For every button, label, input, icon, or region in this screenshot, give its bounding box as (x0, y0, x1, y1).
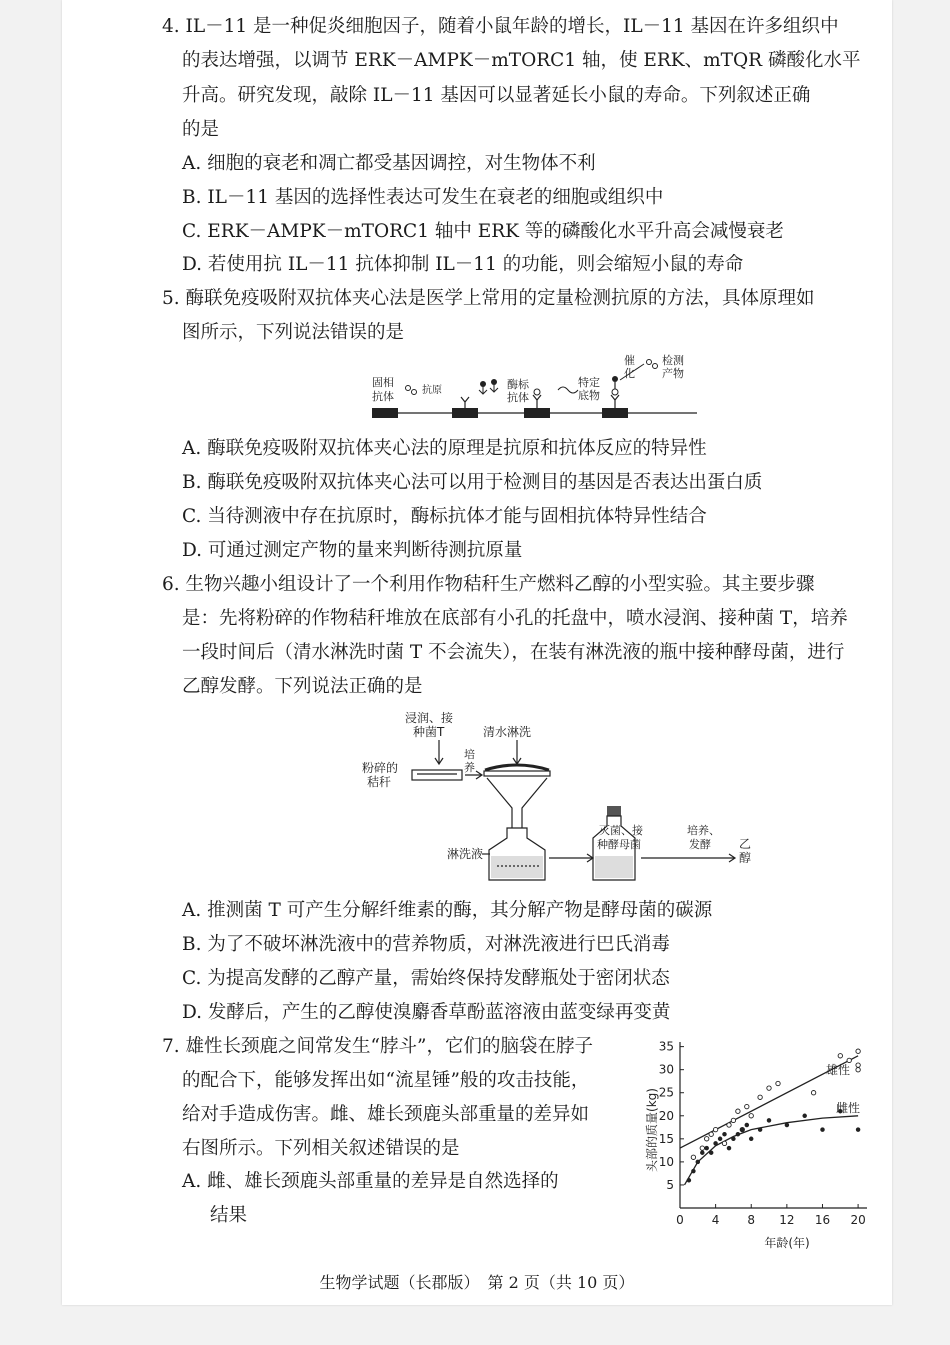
y-tick-label: 30 (658, 1062, 674, 1077)
female-data-point (714, 1142, 718, 1146)
q5-line-2: 图所示，下列说法错误的是 (182, 322, 405, 343)
q6-line-1: 6. 生物兴趣小组设计了一个利用作物秸秆生产燃料乙醇的小型实验。其主要步骤 (162, 574, 815, 595)
sterilize-label-2: 种酵母菌 (597, 838, 641, 851)
q5-option-a: A. 酶联免疫吸附双抗体夹心法的原理是抗原和抗体反应的特异性 (182, 438, 707, 459)
female-data-point (785, 1123, 789, 1127)
q7-line-2: 的配合下，能够发挥出如“流星锤”般的攻击技能， (182, 1070, 590, 1091)
q6-line-2: 是：先将粉碎的作物秸秆堆放在底部有小孔的托盘中，喷水浸润、接种菌 T，培养 (182, 608, 848, 629)
male-data-point (856, 1063, 860, 1067)
x-tick-label: 12 (779, 1213, 795, 1227)
female-data-point (732, 1137, 736, 1141)
soak-label-1: 浸润、接 (405, 711, 454, 725)
male-data-point (767, 1086, 771, 1090)
legend-female: 雌性 (836, 1101, 861, 1115)
male-data-point (838, 1054, 842, 1058)
q6-option-d: D. 发酵后，产生的乙醇使溴麝香草酚蓝溶液由蓝变绿再变黄 (182, 1002, 671, 1023)
culture-label-2: 养 (464, 761, 475, 774)
female-data-point (701, 1151, 705, 1155)
eluate-label: 淋洗液 (447, 847, 484, 861)
solid-plate-3 (524, 408, 550, 418)
female-data-point (745, 1123, 749, 1127)
q4-option-a: A. 细胞的衰老和凋亡都受基因调控，对生物体不利 (182, 153, 596, 174)
x-tick-label: 16 (814, 1213, 831, 1227)
substrate-label-1: 特定 (578, 376, 600, 389)
male-data-point (736, 1109, 740, 1113)
x-tick-label: 8 (747, 1213, 756, 1227)
q5-option-b: B. 酶联免疫吸附双抗体夹心法可以用于检测目的基因是否表达出蛋白质 (182, 472, 763, 493)
enzyme-antibody-label-2: 抗体 (507, 391, 529, 404)
ferment-label-1: 培养、 (687, 824, 720, 837)
culture-label-1: 培 (464, 748, 475, 761)
rinse-label: 清水淋洗 (483, 725, 532, 739)
enzyme-antibody-label-1: 酶标 (507, 378, 529, 391)
female-data-point (749, 1137, 753, 1141)
male-data-point (749, 1114, 753, 1118)
male-data-point (705, 1137, 709, 1141)
catalysis-label-2: 化 (624, 367, 635, 380)
exam-page (62, 0, 892, 1305)
page-footer: 生物学试题（长郡版） 第 2 页（共 10 页） (319, 1273, 635, 1292)
y-tick-label: 15 (658, 1131, 674, 1146)
x-tick-label: 20 (850, 1213, 866, 1227)
male-data-point (758, 1095, 762, 1099)
male-data-point (713, 1127, 717, 1131)
q4-option-c: C. ERK－AMPK－mTORC1 轴中 ERK 等的磷酸化水平升高会减慢衰老 (182, 221, 784, 242)
solid-antibody-label-2: 抗体 (372, 390, 394, 403)
female-data-point (687, 1179, 691, 1183)
x-tick-label: 0 (676, 1213, 684, 1227)
solid-plate-1 (372, 408, 398, 418)
substrate-label-2: 底物 (578, 389, 600, 402)
q7-option-a: A. 雌、雄长颈鹿头部重量的差异是自然选择的 (182, 1171, 559, 1192)
male-data-point (722, 1141, 726, 1145)
straw-label-1: 粉碎的 (362, 761, 399, 775)
male-data-point (731, 1118, 735, 1122)
q4-line-3: 升高。研究发现，敲除 IL－11 基因可以显著延长小鼠的寿命。下列叙述正确 (182, 85, 811, 106)
female-data-point (767, 1119, 771, 1123)
q6-option-a: A. 推测菌 T 可产生分解纤维素的酶，其分解产物是酵母菌的碳源 (182, 900, 713, 921)
legend-male: 雄性 (826, 1063, 851, 1077)
y-tick-label: 20 (658, 1108, 674, 1123)
male-data-point (691, 1155, 695, 1159)
q6-line-4: 乙醇发酵。下列说法正确的是 (182, 676, 423, 697)
product-label-2: 产物 (662, 367, 684, 380)
female-data-point (821, 1128, 825, 1132)
male-data-point (709, 1132, 713, 1136)
y-tick-label: 5 (666, 1177, 674, 1192)
trend-line-female (685, 1116, 859, 1185)
q7-line-3: 给对手造成伤害。雌、雄长颈鹿头部重量的差异如 (182, 1104, 590, 1125)
female-data-point (758, 1128, 762, 1132)
q5-option-d: D. 可通过测定产物的量来判断待测抗原量 (182, 540, 523, 561)
q4-option-b: B. IL－11 基因的选择性表达可发生在衰老的细胞或组织中 (182, 187, 664, 208)
q7-line-4: 右图所示。下列相关叙述错误的是 (182, 1138, 460, 1159)
y-tick-label: 10 (658, 1154, 674, 1169)
female-data-point (856, 1128, 860, 1132)
ethanol-label-1: 乙 (739, 837, 752, 851)
y-tick-label: 35 (658, 1039, 674, 1054)
male-data-point (776, 1081, 780, 1085)
q4-option-d: D. 若使用抗 IL－11 抗体抑制 IL－11 的功能，则会缩短小鼠的寿命 (182, 254, 744, 275)
female-data-point (718, 1137, 722, 1141)
female-data-point (736, 1132, 740, 1136)
q6-line-3: 一段时间后（清水淋洗时菌 T 不会流失），在装有淋洗液的瓶中接种酵母菌，进行 (182, 642, 845, 663)
female-data-point (692, 1169, 696, 1173)
female-data-point (705, 1146, 709, 1150)
straw-label-2: 秸秆 (367, 775, 392, 789)
antigen-label: 抗原 (422, 385, 442, 396)
ethanol-label-2: 醇 (739, 851, 752, 865)
q4-line-1: 4. IL－11 是一种促炎细胞因子，随着小鼠年龄的增长，IL－11 基因在许多组织中 (162, 16, 839, 37)
q5-option-c: C. 当待测液中存在抗原时，酶标抗体才能与固相抗体特异性结合 (182, 506, 707, 527)
male-data-point (856, 1049, 860, 1053)
catalysis-label-1: 催 (624, 354, 635, 367)
female-data-point (709, 1151, 713, 1155)
q4-line-4: 的是 (182, 119, 220, 140)
female-data-point (723, 1132, 727, 1136)
male-data-point (700, 1146, 704, 1150)
q7-line-1: 7. 雄性长颈鹿之间常发生“脖斗”，它们的脑袋在脖子 (162, 1036, 593, 1057)
q7-option-a-cont: 结果 (210, 1205, 248, 1226)
chart-xlabel: 年龄(年) (764, 1236, 810, 1250)
male-data-point (745, 1104, 749, 1108)
y-tick-label: 25 (658, 1085, 674, 1100)
solid-plate-4 (602, 408, 628, 418)
elisa-diagram (362, 350, 702, 424)
q4-line-2: 的表达增强，以调节 ERK－AMPK－mTORC1 轴，使 ERK、mTQR 磷酸化水平 (182, 50, 861, 71)
ferment-label-2: 发酵 (689, 838, 711, 851)
female-data-point (727, 1146, 731, 1150)
male-data-point (856, 1068, 860, 1072)
soak-label-2: 种菌T (413, 725, 445, 739)
solid-antibody-label-1: 固相 (372, 376, 394, 389)
solid-plate-2 (452, 408, 478, 418)
giraffe-head-chart (622, 1030, 887, 1260)
x-tick-label: 4 (711, 1213, 720, 1227)
female-data-point (803, 1114, 807, 1118)
chart-ylabel: 头部的质量(kg) (645, 1088, 659, 1172)
q6-option-b: B. 为了不破坏淋洗液中的营养物质，对淋洗液进行巴氏消毒 (182, 934, 670, 955)
q5-line-1: 5. 酶联免疫吸附双抗体夹心法是医学上常用的定量检测抗原的方法，具体原理如 (162, 288, 815, 309)
product-label-1: 检测 (662, 354, 684, 367)
male-data-point (847, 1058, 851, 1062)
q6-option-c: C. 为提高发酵的乙醇产量，需始终保持发酵瓶处于密闭状态 (182, 968, 670, 989)
sterilize-label-1: 灭菌、接 (599, 824, 643, 837)
female-data-point (741, 1128, 745, 1132)
male-data-point (727, 1123, 731, 1127)
male-data-point (811, 1091, 815, 1095)
fermentation-diagram (357, 708, 752, 886)
female-data-point (696, 1160, 700, 1164)
